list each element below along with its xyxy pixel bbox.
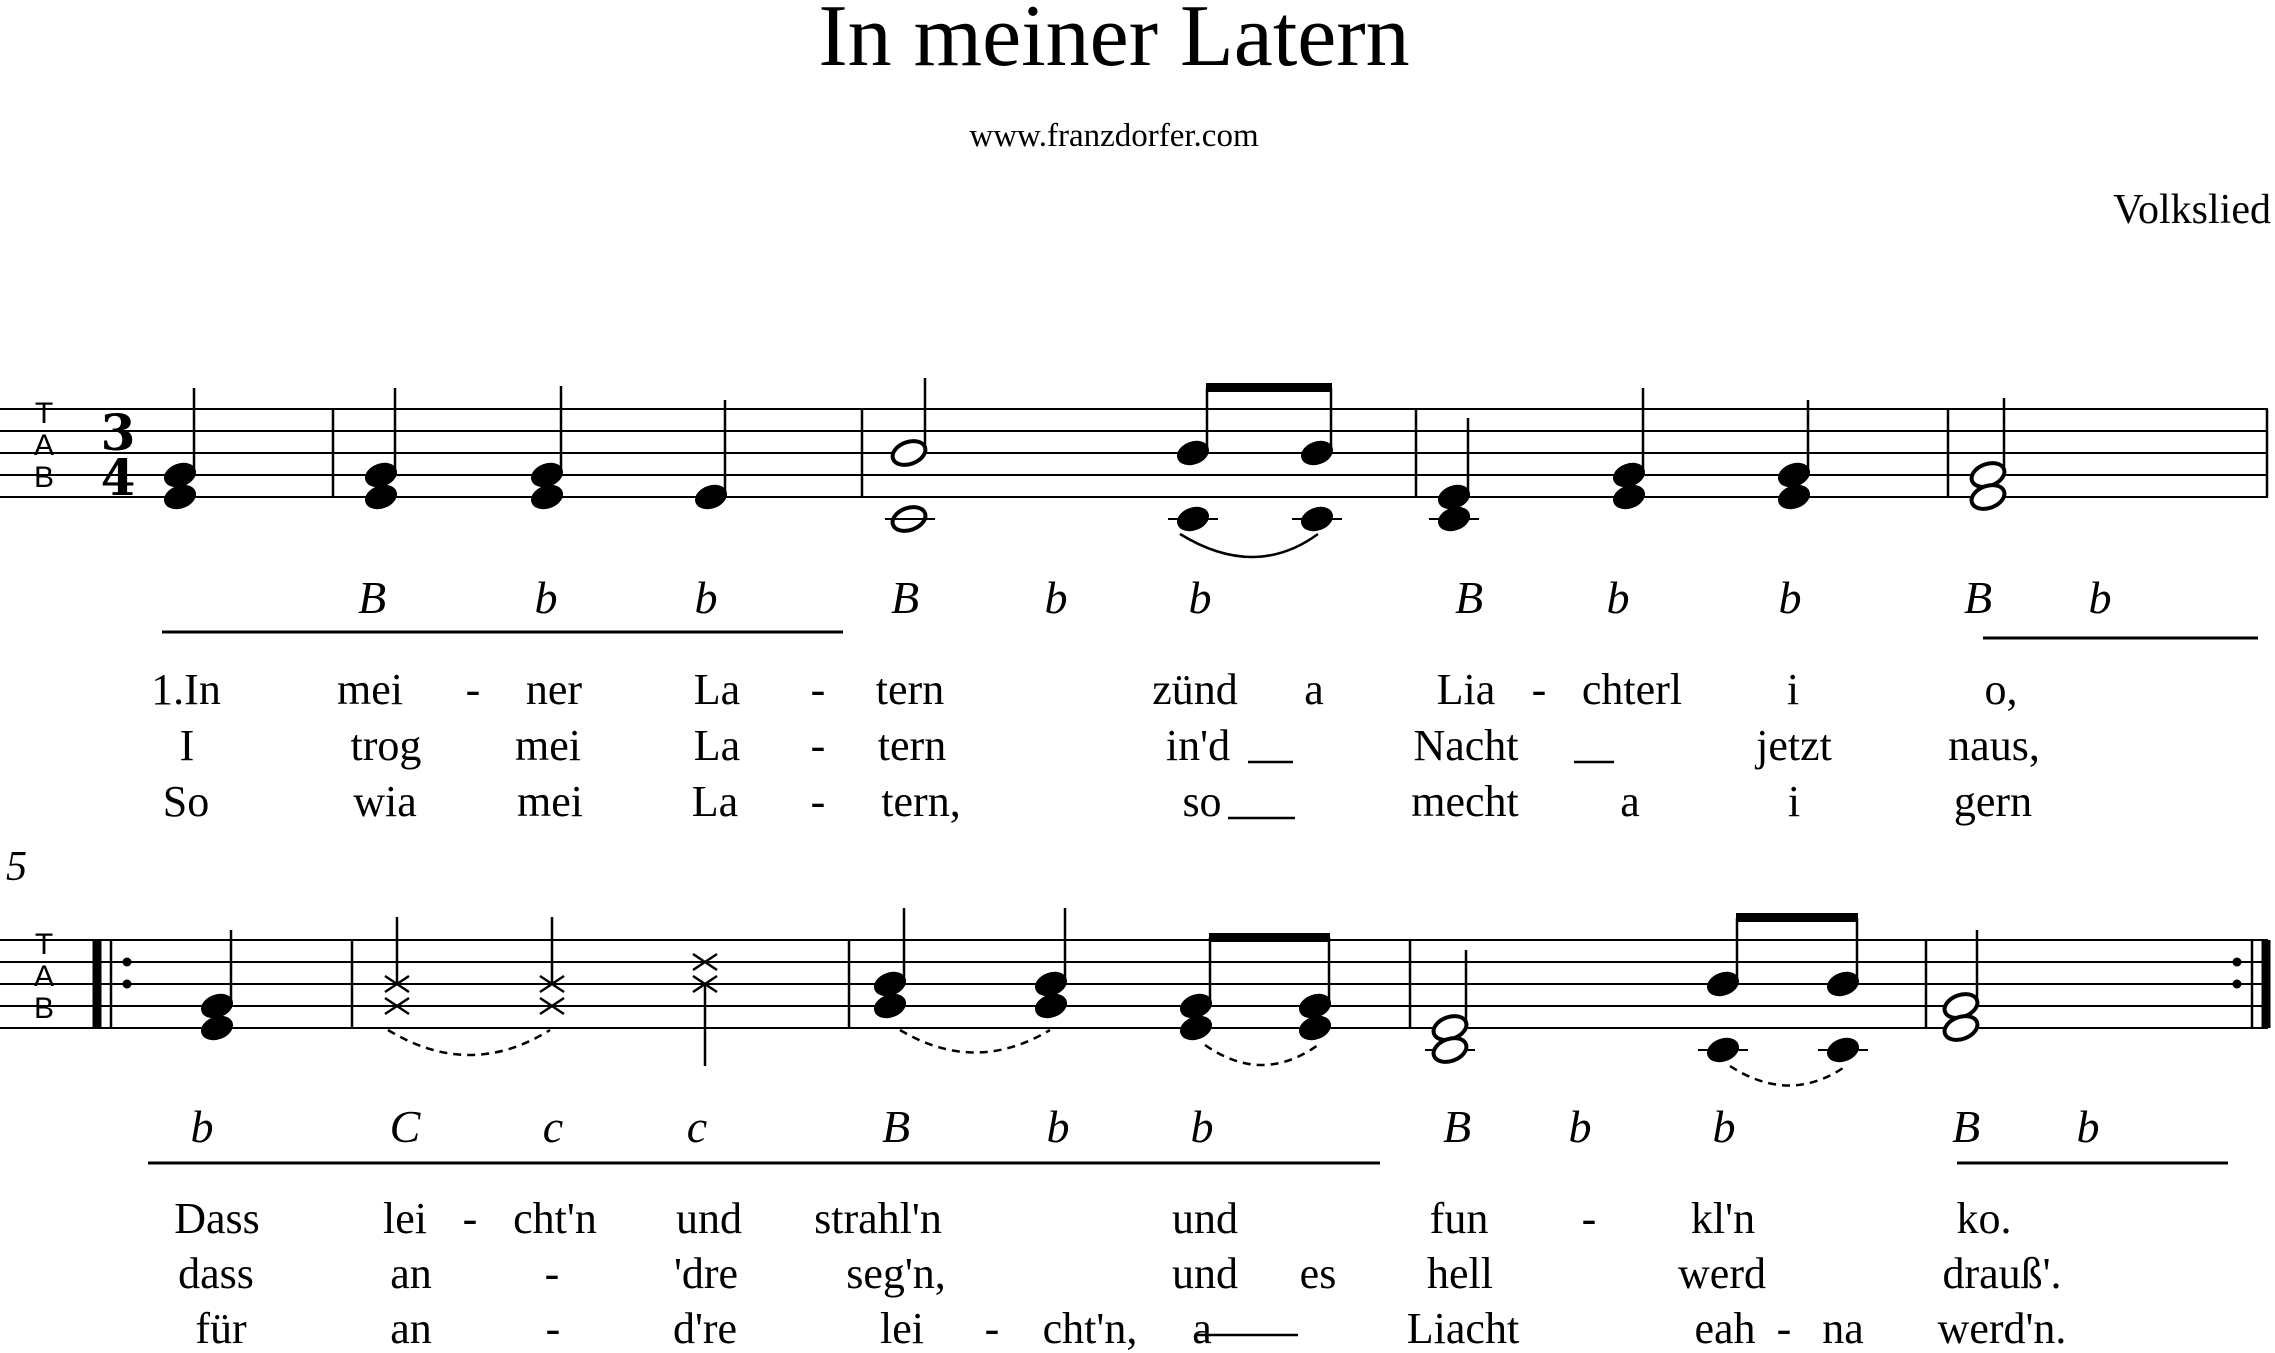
svg-text:tern: tern (875, 665, 945, 714)
svg-text:jetzt: jetzt (1756, 721, 1832, 770)
svg-text:d're: d're (672, 1304, 738, 1353)
staff-lines-system2 (0, 940, 2268, 1028)
svg-text:B: B (890, 572, 920, 623)
svg-text:c: c (542, 1101, 564, 1152)
svg-text:-: - (544, 1249, 560, 1298)
svg-text:-: - (1531, 665, 1547, 714)
svg-text:an: an (390, 1304, 432, 1353)
svg-text:an: an (390, 1249, 432, 1298)
lyrics-verse-3-part2 (195, 1304, 2066, 1353)
svg-text:C: C (389, 1101, 421, 1152)
svg-text:b: b (2088, 572, 2112, 623)
svg-text:A: A (33, 960, 55, 993)
svg-text:4: 4 (100, 448, 136, 507)
svg-text:a: a (1304, 665, 1324, 714)
svg-text:A: A (33, 429, 55, 462)
svg-text:eah: eah (1694, 1304, 1756, 1353)
svg-text:chterl: chterl (1581, 665, 1683, 714)
lyrics-verse-3 (163, 777, 2032, 826)
svg-text:mecht: mecht (1411, 777, 1519, 826)
lyrics-verse-2-part2 (178, 1249, 2061, 1298)
svg-text:b: b (1190, 1101, 1214, 1152)
svg-text:La: La (693, 665, 741, 714)
svg-text:Liacht: Liacht (1406, 1304, 1520, 1353)
svg-text:seg'n,: seg'n, (846, 1249, 946, 1298)
svg-text:tern,: tern, (881, 777, 961, 826)
svg-text:a: a (1620, 777, 1640, 826)
svg-text:Dass: Dass (174, 1194, 260, 1243)
svg-text:T: T (34, 928, 54, 961)
bass-pattern-system1 (358, 572, 2112, 623)
svg-text:B: B (357, 572, 387, 623)
svg-text:dass: dass (178, 1249, 254, 1298)
lyrics-verse-1-part2 (174, 1194, 2011, 1243)
svg-text:b: b (1188, 572, 1212, 623)
repeat-dot (2233, 980, 2242, 989)
svg-text:b: b (1778, 572, 1802, 623)
lyrics-verse-2 (180, 721, 2040, 770)
svg-text:B: B (1442, 1101, 1472, 1152)
svg-text:a: a (1192, 1304, 1212, 1353)
website-url: www.franzdorfer.com (969, 118, 1259, 154)
svg-text:I: I (179, 721, 195, 770)
svg-text:B: B (1951, 1101, 1981, 1152)
tab-clef-system2 (34, 928, 54, 1025)
svg-text:-: - (984, 1304, 1000, 1353)
svg-text:es: es (1299, 1249, 1337, 1298)
svg-text:für: für (195, 1304, 247, 1353)
svg-text:mei: mei (337, 665, 403, 714)
svg-text:B: B (881, 1101, 911, 1152)
svg-text:werd'n.: werd'n. (1937, 1304, 2067, 1353)
svg-text:i: i (1787, 777, 1801, 826)
svg-text:kl'n: kl'n (1690, 1194, 1756, 1243)
svg-text:i: i (1786, 665, 1800, 714)
svg-text:B: B (33, 461, 55, 494)
svg-text:drauß'.: drauß'. (1942, 1249, 2062, 1298)
svg-text:T: T (34, 397, 54, 430)
svg-text:so: so (1182, 777, 1222, 826)
staff-lines-system1 (0, 409, 2268, 497)
svg-text:und: und (1172, 1249, 1238, 1298)
svg-text:o,: o, (1984, 665, 2018, 714)
svg-text:cht'n,: cht'n, (1042, 1304, 1138, 1353)
svg-text:zünd: zünd (1152, 665, 1238, 714)
svg-text:b: b (1712, 1101, 1736, 1152)
svg-text:lei: lei (880, 1304, 924, 1353)
svg-text:1.In: 1.In (151, 665, 221, 714)
repeat-dot (2233, 958, 2242, 967)
svg-text:So: So (162, 777, 210, 826)
svg-text:b: b (534, 572, 558, 623)
svg-text:-: - (1776, 1304, 1792, 1353)
svg-text:-: - (465, 665, 481, 714)
svg-text:'dre: 'dre (673, 1249, 739, 1298)
measure-number: 5 (6, 844, 27, 890)
svg-text:ko.: ko. (1956, 1194, 2012, 1243)
song-title: In meiner Latern (818, 0, 1410, 85)
svg-text:Nacht: Nacht (1413, 721, 1519, 770)
svg-text:Lia: Lia (1436, 665, 1496, 714)
svg-text:mei: mei (517, 777, 583, 826)
svg-text:b: b (2076, 1101, 2100, 1152)
svg-text:lei: lei (383, 1194, 427, 1243)
svg-text:in'd: in'd (1165, 721, 1231, 770)
repeat-dot (123, 980, 132, 989)
svg-text:fun: fun (1429, 1194, 1489, 1243)
svg-text:B: B (1963, 572, 1993, 623)
svg-text:gern: gern (1953, 777, 2033, 826)
svg-text:und: und (1172, 1194, 1238, 1243)
svg-text:trog: trog (350, 721, 422, 770)
svg-text:b: b (1046, 1101, 1070, 1152)
svg-text:-: - (1581, 1194, 1597, 1243)
svg-text:hell: hell (1427, 1249, 1493, 1298)
svg-text:wia: wia (353, 777, 417, 826)
svg-text:b: b (694, 572, 718, 623)
svg-text:-: - (810, 777, 826, 826)
svg-text:mei: mei (515, 721, 581, 770)
svg-text:-: - (462, 1194, 478, 1243)
lyrics-verse-1 (151, 665, 2017, 714)
svg-text:B: B (33, 992, 55, 1025)
svg-text:3: 3 (100, 403, 136, 462)
svg-text:na: na (1822, 1304, 1864, 1353)
tab-clef-system1 (34, 397, 54, 494)
notes-system1 (161, 378, 2008, 557)
svg-text:werd: werd (1678, 1249, 1766, 1298)
svg-text:ner: ner (525, 665, 583, 714)
svg-text:b: b (1568, 1101, 1592, 1152)
svg-text:-: - (810, 665, 826, 714)
svg-text:b: b (1044, 572, 1068, 623)
notes-system2 (198, 908, 1981, 1086)
svg-text:cht'n: cht'n (513, 1194, 597, 1243)
composer: Volkslied (2113, 187, 2271, 233)
svg-text:b: b (1606, 572, 1630, 623)
svg-text:B: B (1454, 572, 1484, 623)
repeat-dot (123, 958, 132, 967)
time-signature (101, 403, 136, 507)
svg-text:naus,: naus, (1948, 721, 2040, 770)
svg-text:b: b (190, 1101, 214, 1152)
svg-text:-: - (810, 721, 826, 770)
svg-text:und: und (676, 1194, 742, 1243)
svg-text:-: - (545, 1304, 561, 1353)
svg-text:strahl'n: strahl'n (814, 1194, 942, 1243)
svg-text:tern: tern (877, 721, 947, 770)
bass-pattern-system2 (191, 1101, 2100, 1152)
svg-text:c: c (686, 1101, 708, 1152)
svg-text:La: La (693, 721, 741, 770)
svg-text:La: La (691, 777, 739, 826)
